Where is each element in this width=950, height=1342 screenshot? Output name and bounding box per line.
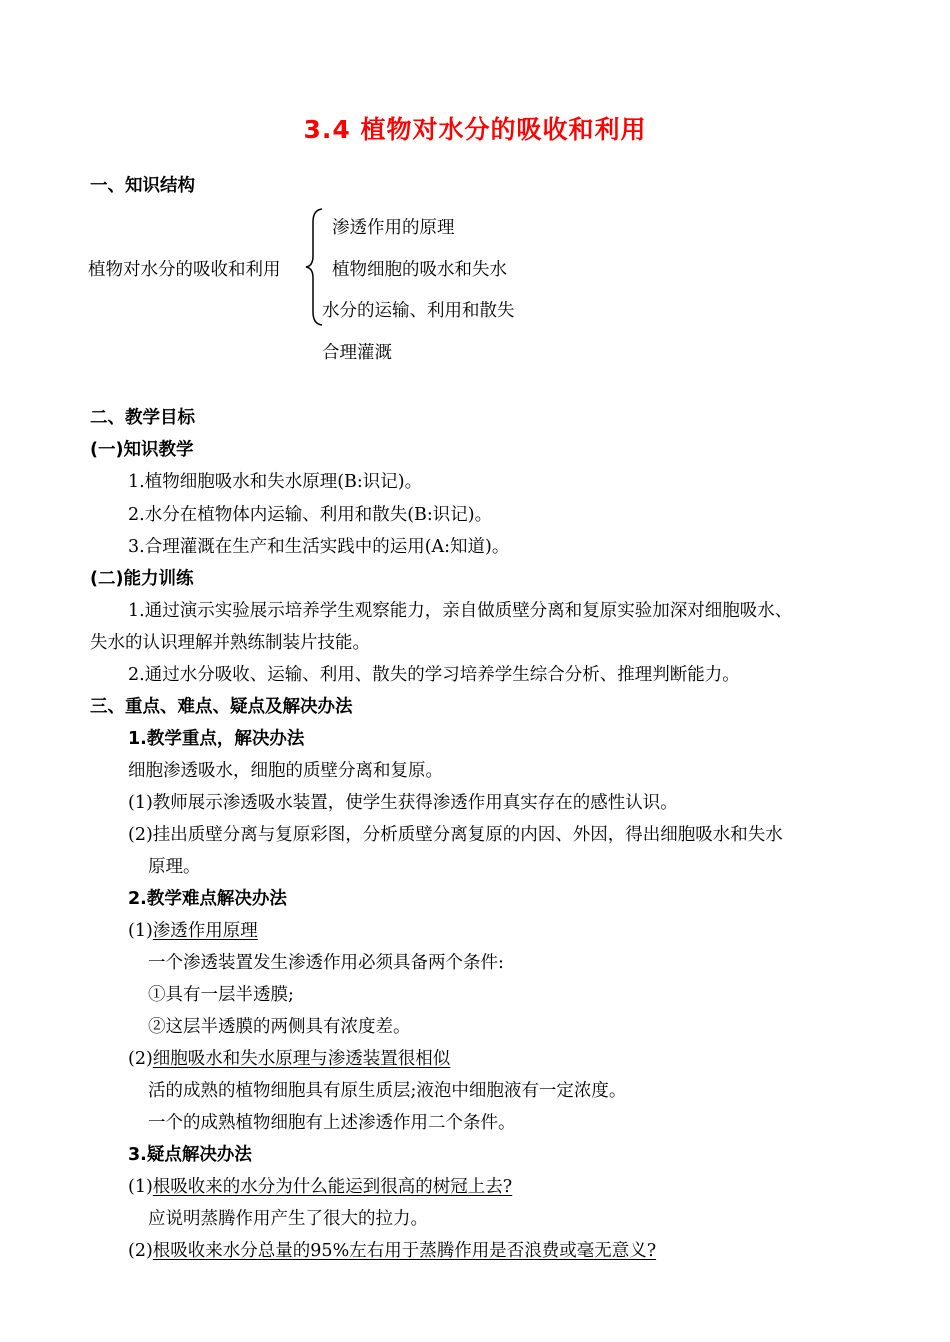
doubt-item-2-text: 根吸收来水分总量的95%左右用于蒸腾作用是否浪费或毫无意义?	[152, 1241, 657, 1261]
key-point-item-2-line-1: (2)挂出质壁分离与复原彩图，分析质壁分离复原的内因、外因，得出细胞吸水和失水	[128, 825, 783, 845]
ability-item-1-line-1: 1.通过演示实验展示培养学生观察能力，亲自做质壁分离和复原实验加深对细胞吸水、	[128, 601, 793, 621]
goal-item-1: 1.植物细胞吸水和失水原理(B:识记)。	[128, 472, 423, 492]
ability-item-1-line-2: 失水的认识理解并熟练制装片技能。	[90, 633, 370, 653]
subheading-ability-training: (二)能力训练	[90, 569, 194, 589]
structure-root: 植物对水分的吸收和利用	[88, 260, 281, 280]
subheading-difficult-point: 2.教学难点解决办法	[128, 889, 287, 909]
key-point-item-2-line-2: 原理。	[148, 857, 201, 877]
doubt-item-1	[128, 1173, 512, 1198]
doubt-item-1-answer: 应说明蒸腾作用产生了很大的拉力。	[148, 1209, 428, 1229]
section-heading-key-points: 三、重点、难点、疑点及解决办法	[90, 697, 353, 717]
difficult-item-2-prefix: (2)	[128, 1049, 153, 1069]
structure-branch-4: 合理灌溉	[322, 343, 392, 363]
subheading-doubt-point: 3.疑点解决办法	[128, 1145, 252, 1165]
structure-branch-2: 植物细胞的吸水和失水	[332, 260, 507, 280]
page-title: 3.4 植物对水分的吸收和利用	[303, 115, 647, 144]
doubt-item-1-prefix: (1)	[128, 1177, 153, 1197]
ability-item-2: 2.通过水分吸收、运输、利用、散失的学习培养学生综合分析、推理判断能力。	[128, 665, 740, 685]
structure-branch-1: 渗透作用的原理	[332, 218, 455, 238]
difficult-item-2-line-1: 活的成熟的植物细胞具有原生质层;液泡中细胞液有一定浓度。	[148, 1081, 627, 1101]
condition-2: ②这层半透膜的两侧具有浓度差。	[148, 1017, 411, 1037]
difficult-item-2-line-2: 一个的成熟植物细胞有上述渗透作用二个条件。	[148, 1113, 516, 1133]
goal-item-2: 2.水分在植物体内运输、利用和散失(B:识记)。	[128, 505, 493, 525]
difficult-item-1-desc: 一个渗透装置发生渗透作用必须具备两个条件:	[148, 953, 504, 973]
difficult-item-2-text: 细胞吸水和失水原理与渗透装置很相似	[152, 1049, 451, 1069]
difficult-item-1-prefix: (1)	[128, 921, 153, 941]
subheading-key-point: 1.教学重点，解决办法	[128, 729, 305, 749]
key-point-line: 细胞渗透吸水，细胞的质壁分离和复原。	[128, 761, 443, 781]
doubt-item-1-text: 根吸收来的水分为什么能运到很高的树冠上去?	[152, 1177, 513, 1197]
key-point-item-1: (1)教师展示渗透吸水装置，使学生获得渗透作用真实存在的感性认识。	[128, 793, 678, 813]
difficult-item-2	[128, 1045, 450, 1070]
doubt-item-2	[128, 1237, 656, 1262]
structure-branch-3: 水分的运输、利用和散失	[322, 301, 515, 321]
doubt-item-2-prefix: (2)	[128, 1241, 153, 1261]
difficult-item-1-text: 渗透作用原理	[152, 921, 258, 941]
goal-item-3: 3.合理灌溉在生产和生活实践中的运用(A:知道)。	[128, 537, 510, 557]
section-heading-knowledge-structure: 一、知识结构	[90, 176, 195, 196]
subheading-knowledge-teaching: (一)知识教学	[90, 440, 194, 460]
condition-1: ①具有一层半透膜;	[148, 985, 294, 1005]
difficult-item-1	[128, 917, 258, 942]
section-heading-teaching-goals: 二、教学目标	[90, 408, 195, 428]
